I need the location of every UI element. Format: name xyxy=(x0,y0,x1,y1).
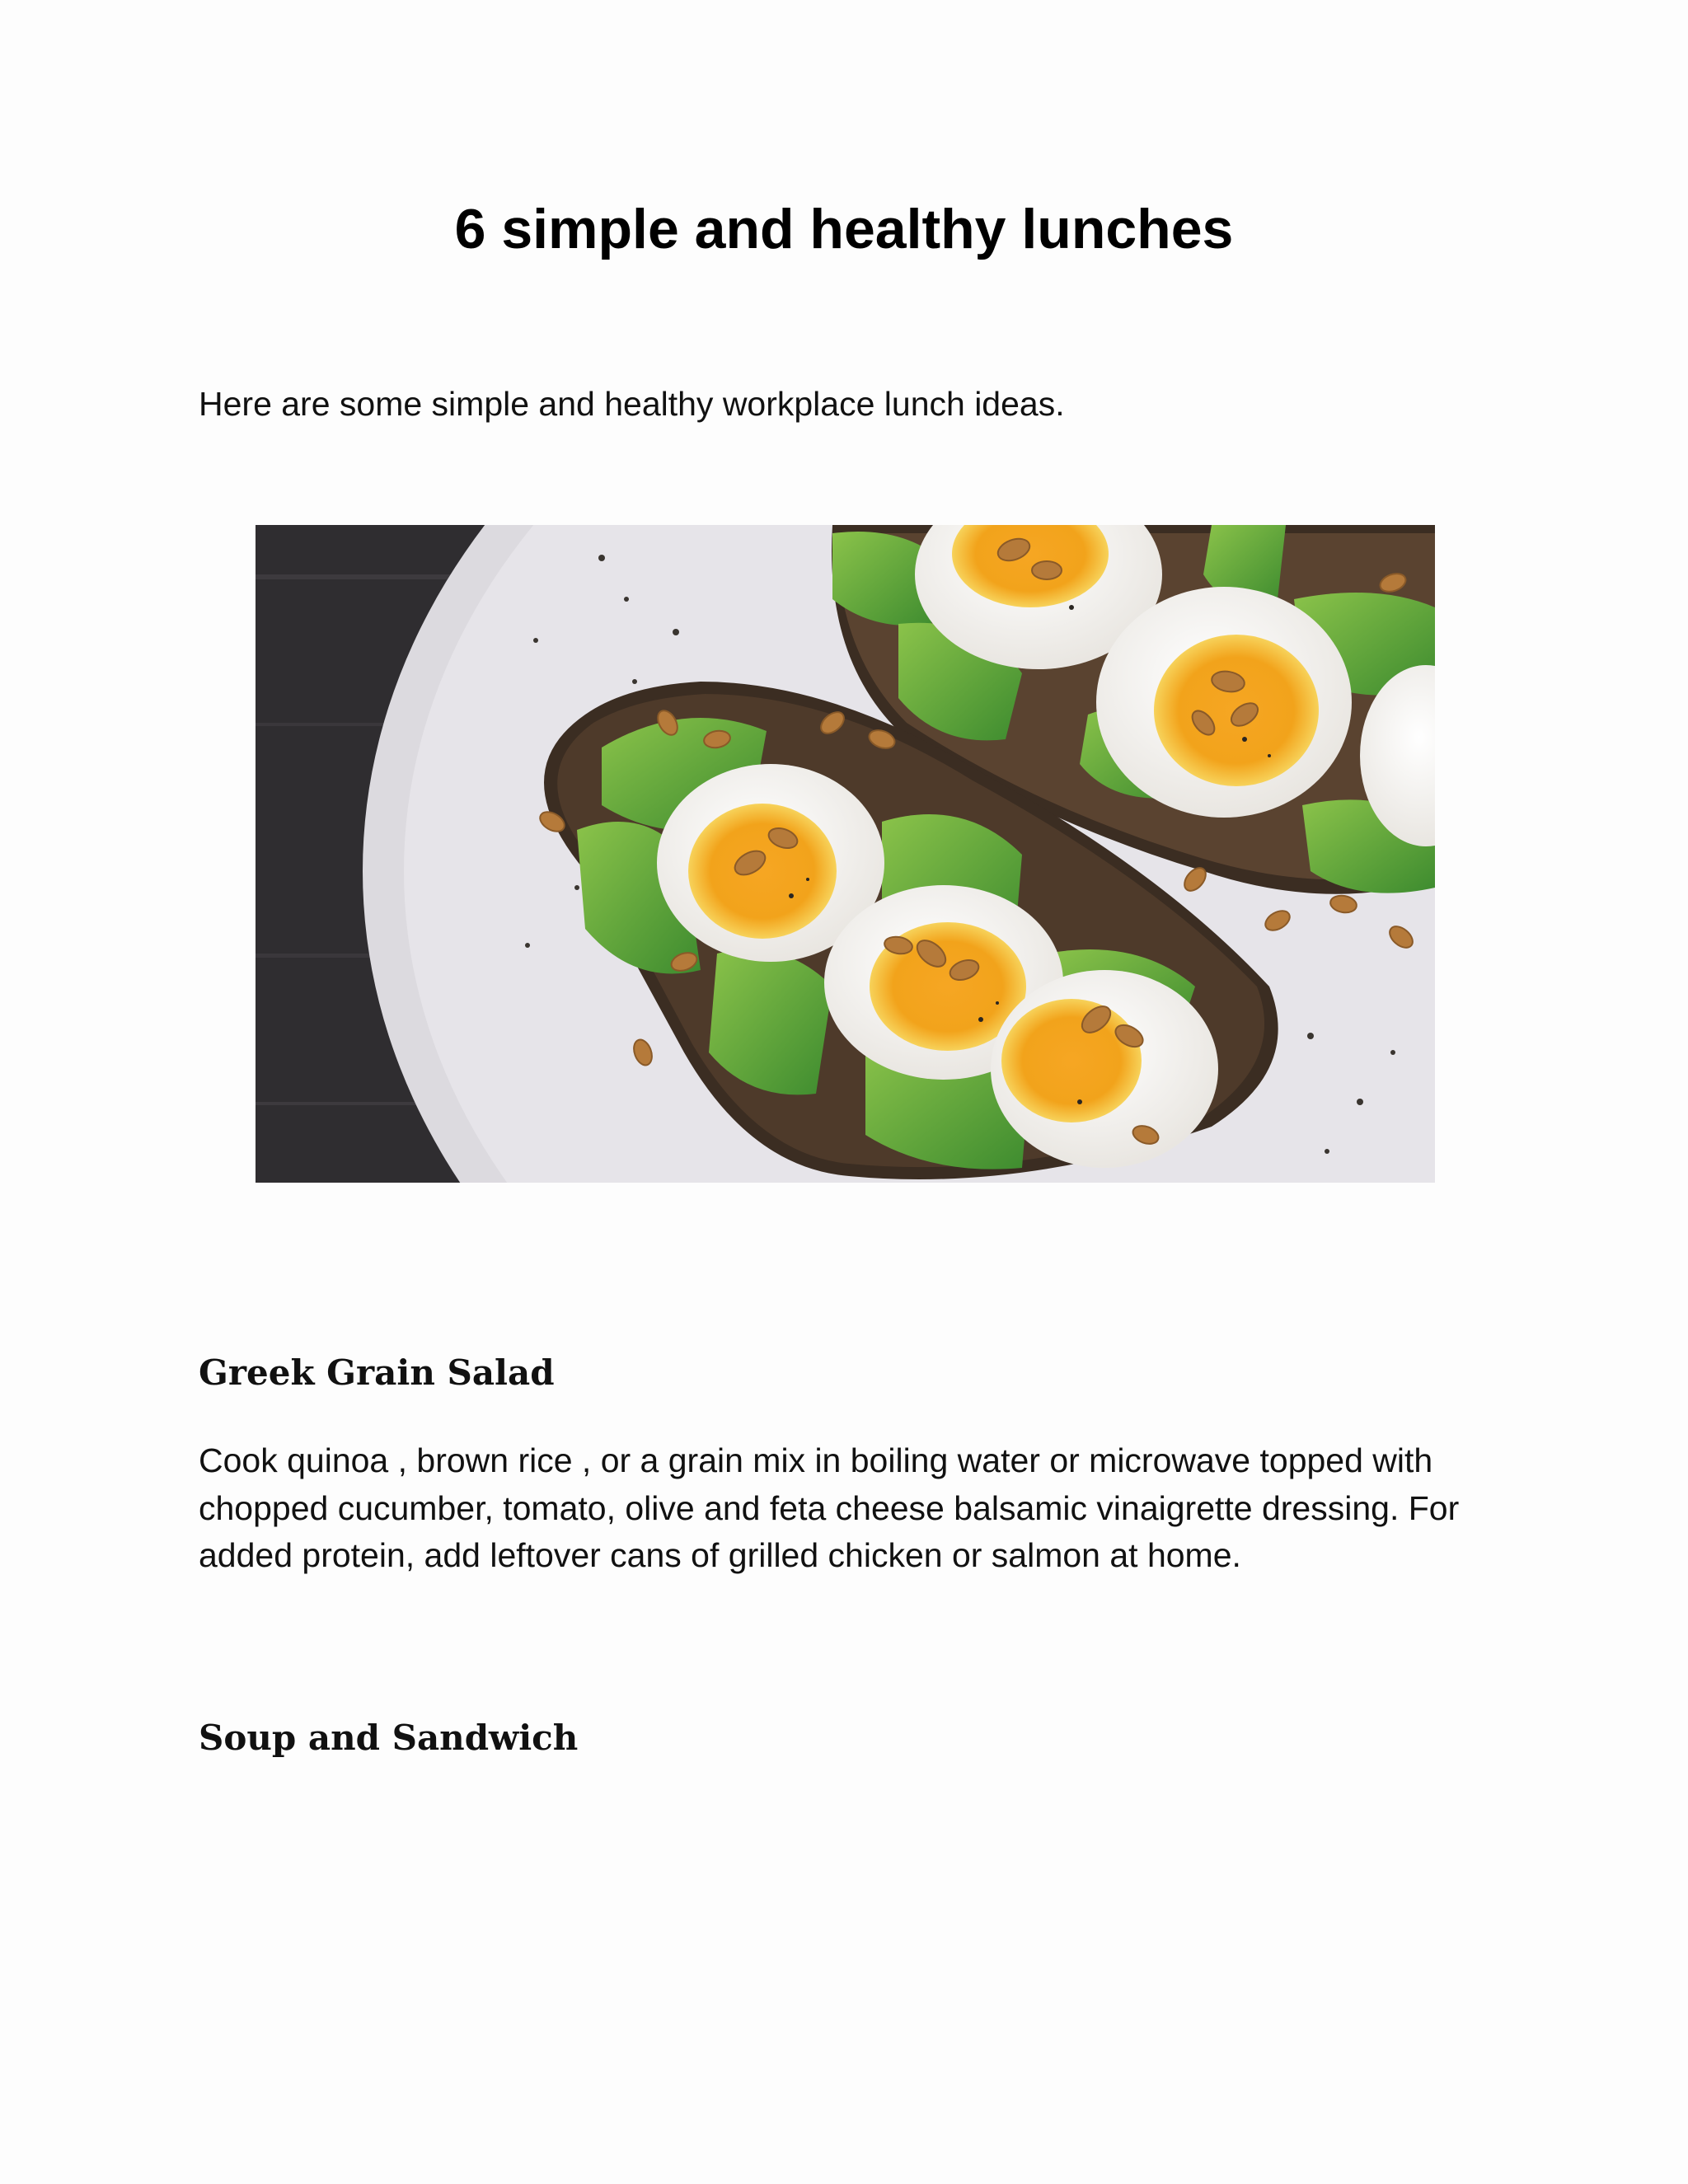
section-body-greek-grain-salad: Cook quinoa , brown rice , or a grain mix in boiling water or microwave topped with chopped cucumber, tomato, olive and feta cheese balsamic vinaigrette dressing. For added protein, add leftover cans of grilled chicken or salmon at home. xyxy=(199,1441,1460,1574)
section-heading-greek-grain-salad: Greek Grain Salad xyxy=(199,1352,555,1393)
hero-image xyxy=(256,525,1435,1183)
intro-paragraph: Here are some simple and healthy workplace lunch ideas. xyxy=(199,385,1065,423)
avocado-egg-toast-illustration xyxy=(256,525,1435,1183)
page-title: 6 simple and healthy lunches xyxy=(454,198,1234,260)
section-heading-soup-and-sandwich: Soup and Sandwich xyxy=(199,1718,579,1758)
